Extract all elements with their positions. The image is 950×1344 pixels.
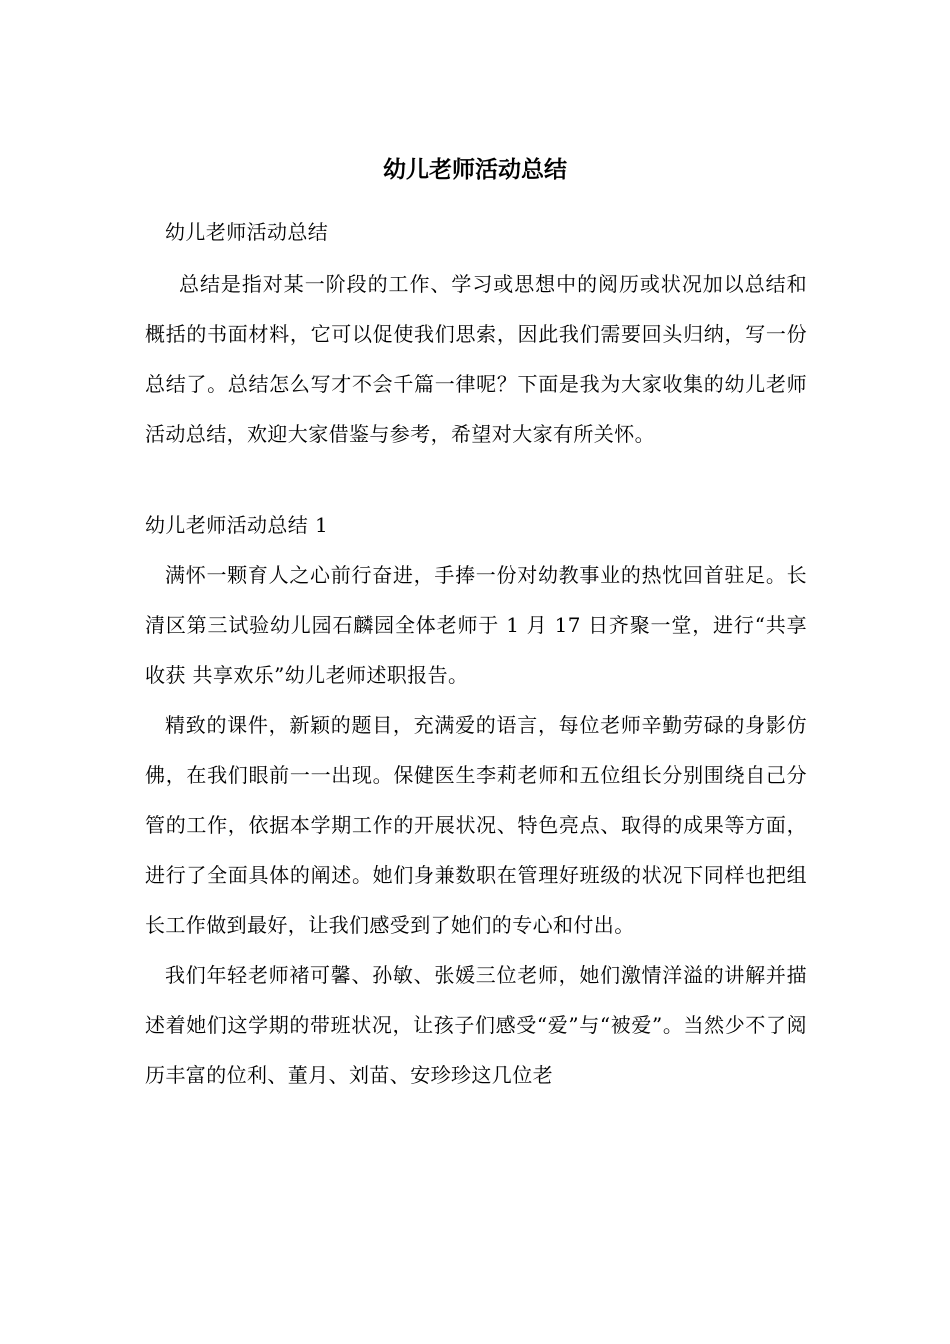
document-subtitle: 幼儿老师活动总结 [165,220,329,244]
document-body [145,207,807,1100]
body-paragraph-2: 精致的课件，新颖的题目，充满爱的语言，每位老师辛勤劳碌的身影仿佛，在我们眼前一一出现。保健医生李莉老师和五位组长分别围绕自己分管的工作，依据本学期工作的开展状况、特色亮点、取得的成果等方面，进行了全面具体的阐述。她们身兼数职在管理好班级的状况下同样也把组长工作做到最好，让我们感受到了她们的专心和付出。 [145,713,807,937]
section-heading: 幼儿老师活动总结 1 [145,513,329,537]
body-paragraph-3: 我们年轻老师褚可馨、孙敏、张媛三位老师，她们激情洋溢的讲解并描述着她们这学期的带班状况，让孩子们感受“爱”与“被爱”。当然少不了阅历丰富的位利、董月、刘苗、安珍珍这几位老 [145,963,807,1087]
intro-paragraph: 总结是指对某一阶段的工作、学习或思想中的阅历或状况加以总结和概括的书面材料，它可以促使我们思索，因此我们需要回头归纳，写一份总结了。总结怎么写才不会千篇一律呢？下面是我为大家收集的幼儿老师活动总结，欢迎大家借鉴与参考，希望对大家有所关怀。 [145,272,807,446]
document-title: 幼儿老师活动总结 [383,157,567,183]
body-paragraph-1: 满怀一颗育人之心前行奋进，手捧一份对幼教事业的热忱回首驻足。长清区第三试验幼儿园石麟园全体老师于 1 月 17 日齐聚一堂，进行“共享收获 共享欢乐”幼儿老师述职报告。 [145,563,807,687]
